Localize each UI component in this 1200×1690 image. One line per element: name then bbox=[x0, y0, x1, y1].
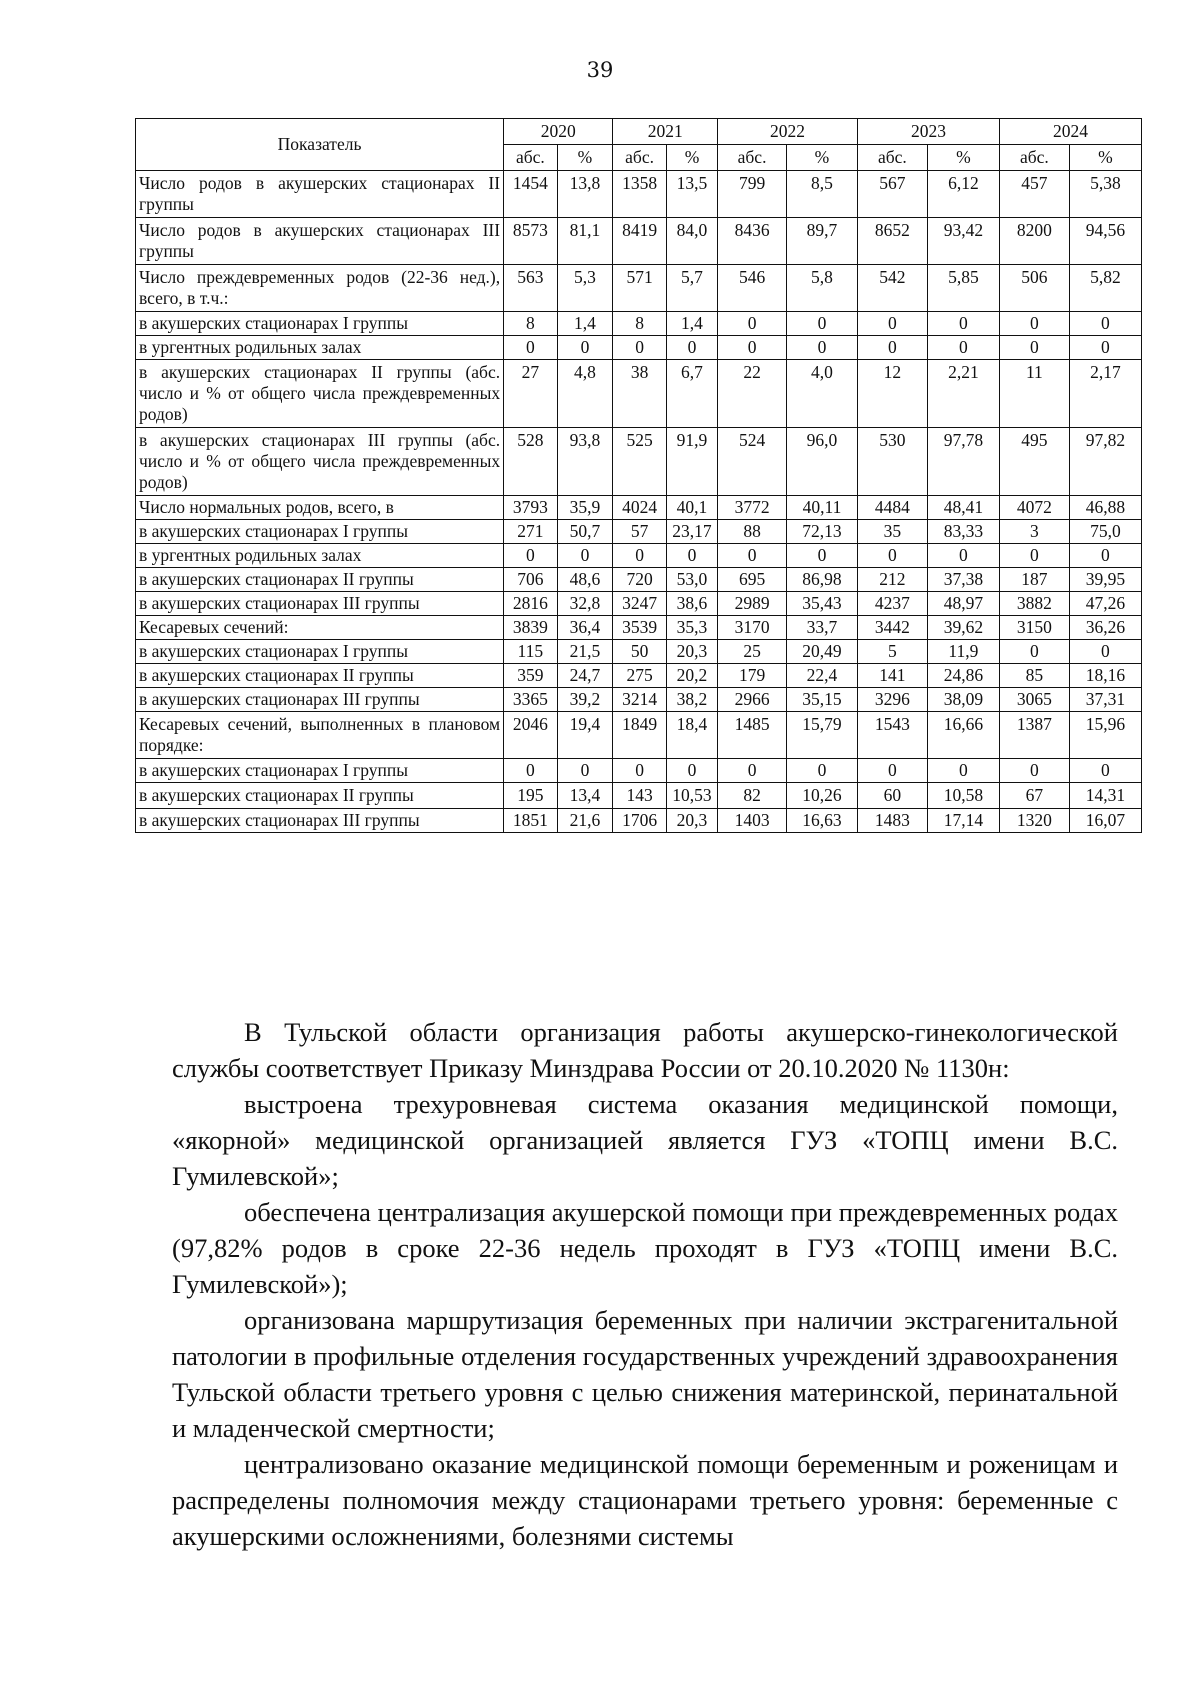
cell-pct: 5,85 bbox=[927, 265, 999, 312]
table-row bbox=[136, 688, 1142, 712]
cell-abs: 3 bbox=[999, 520, 1069, 544]
cell-pct: 6,12 bbox=[927, 171, 999, 218]
header-pct: % bbox=[557, 145, 613, 171]
cell-abs: 3296 bbox=[857, 688, 927, 712]
cell-pct: 93,42 bbox=[927, 218, 999, 265]
cell-abs: 1454 bbox=[504, 171, 558, 218]
header-abs: абс. bbox=[857, 145, 927, 171]
table-row bbox=[136, 171, 1142, 218]
row-label: в акушерских стационарах III группы bbox=[136, 592, 504, 616]
cell-pct: 18,16 bbox=[1069, 664, 1141, 688]
cell-abs: 0 bbox=[613, 759, 667, 783]
cell-abs: 11 bbox=[999, 360, 1069, 428]
cell-pct: 40,1 bbox=[666, 496, 717, 520]
cell-abs: 706 bbox=[504, 568, 558, 592]
cell-abs: 1483 bbox=[857, 809, 927, 833]
header-year: 2020 bbox=[504, 119, 613, 145]
cell-abs: 271 bbox=[504, 520, 558, 544]
cell-abs: 3539 bbox=[613, 616, 667, 640]
cell-abs: 4484 bbox=[857, 496, 927, 520]
cell-pct: 5,82 bbox=[1069, 265, 1141, 312]
cell-pct: 39,62 bbox=[927, 616, 999, 640]
cell-pct: 97,82 bbox=[1069, 428, 1141, 496]
cell-pct: 50,7 bbox=[557, 520, 613, 544]
cell-pct: 15,96 bbox=[1069, 712, 1141, 759]
cell-abs: 3365 bbox=[504, 688, 558, 712]
cell-abs: 0 bbox=[718, 312, 787, 336]
paragraph: выстроена трехуровневая система оказания медицинской помощи, «якорной» медицинской организацией является ГУЗ «ТОПЦ имени В.С. Гумилевской»; bbox=[172, 1089, 1118, 1191]
paragraph: обеспечена централизация акушерской помощи при преждевременных родах (97,82% родов в сроке 22-36 недель проходят в ГУЗ «ТОПЦ имени В.С. Гумилевской»); bbox=[172, 1197, 1118, 1299]
cell-abs: 1358 bbox=[613, 171, 667, 218]
cell-abs: 0 bbox=[504, 544, 558, 568]
cell-pct: 6,7 bbox=[666, 360, 717, 428]
cell-abs: 571 bbox=[613, 265, 667, 312]
cell-pct: 5,3 bbox=[557, 265, 613, 312]
cell-pct: 0 bbox=[1069, 312, 1141, 336]
row-label: в акушерских стационарах I группы bbox=[136, 759, 504, 783]
cell-abs: 3170 bbox=[718, 616, 787, 640]
row-label: в акушерских стационарах III группы bbox=[136, 809, 504, 833]
cell-pct: 93,8 bbox=[557, 428, 613, 496]
body-text bbox=[172, 1014, 1118, 1554]
cell-pct: 16,07 bbox=[1069, 809, 1141, 833]
cell-pct: 48,41 bbox=[927, 496, 999, 520]
cell-pct: 10,26 bbox=[786, 783, 857, 809]
cell-abs: 3793 bbox=[504, 496, 558, 520]
cell-abs: 457 bbox=[999, 171, 1069, 218]
cell-pct: 0 bbox=[927, 759, 999, 783]
cell-pct: 33,7 bbox=[786, 616, 857, 640]
cell-abs: 1387 bbox=[999, 712, 1069, 759]
header-year: 2021 bbox=[613, 119, 718, 145]
header-year: 2023 bbox=[857, 119, 999, 145]
table-row bbox=[136, 520, 1142, 544]
cell-abs: 720 bbox=[613, 568, 667, 592]
cell-abs: 4237 bbox=[857, 592, 927, 616]
cell-pct: 0 bbox=[1069, 544, 1141, 568]
cell-pct: 38,2 bbox=[666, 688, 717, 712]
cell-abs: 35 bbox=[857, 520, 927, 544]
cell-pct: 10,53 bbox=[666, 783, 717, 809]
cell-abs: 82 bbox=[718, 783, 787, 809]
cell-pct: 0 bbox=[666, 759, 717, 783]
cell-pct: 38,6 bbox=[666, 592, 717, 616]
row-label: в акушерских стационарах I группы bbox=[136, 640, 504, 664]
cell-abs: 525 bbox=[613, 428, 667, 496]
cell-abs: 3150 bbox=[999, 616, 1069, 640]
cell-pct: 0 bbox=[557, 759, 613, 783]
header-abs: абс. bbox=[504, 145, 558, 171]
paragraph: централизовано оказание медицинской помощи беременным и роженицам и распределены полномочия между стационарами третьего уровня: беременные с акушерскими осложнениями, болезнями системы bbox=[172, 1449, 1118, 1551]
table-row bbox=[136, 428, 1142, 496]
cell-pct: 8,5 bbox=[786, 171, 857, 218]
cell-abs: 1403 bbox=[718, 809, 787, 833]
cell-pct: 39,2 bbox=[557, 688, 613, 712]
row-label: Число нормальных родов, всего, в bbox=[136, 496, 504, 520]
cell-abs: 359 bbox=[504, 664, 558, 688]
cell-abs: 3839 bbox=[504, 616, 558, 640]
cell-abs: 1849 bbox=[613, 712, 667, 759]
cell-pct: 19,4 bbox=[557, 712, 613, 759]
row-label: в акушерских стационарах III группы bbox=[136, 688, 504, 712]
cell-pct: 83,33 bbox=[927, 520, 999, 544]
cell-abs: 0 bbox=[857, 544, 927, 568]
cell-abs: 2046 bbox=[504, 712, 558, 759]
cell-abs: 27 bbox=[504, 360, 558, 428]
cell-abs: 8436 bbox=[718, 218, 787, 265]
cell-abs: 0 bbox=[999, 759, 1069, 783]
row-label: в акушерских стационарах II группы bbox=[136, 568, 504, 592]
page-number: 39 bbox=[586, 58, 614, 82]
cell-pct: 72,13 bbox=[786, 520, 857, 544]
cell-abs: 3882 bbox=[999, 592, 1069, 616]
cell-pct: 20,3 bbox=[666, 640, 717, 664]
cell-pct: 0 bbox=[1069, 759, 1141, 783]
cell-abs: 506 bbox=[999, 265, 1069, 312]
table-row bbox=[136, 568, 1142, 592]
cell-pct: 20,49 bbox=[786, 640, 857, 664]
cell-pct: 96,0 bbox=[786, 428, 857, 496]
cell-pct: 24,86 bbox=[927, 664, 999, 688]
cell-pct: 13,4 bbox=[557, 783, 613, 809]
row-label: в акушерских стационарах II группы bbox=[136, 783, 504, 809]
table-row bbox=[136, 616, 1142, 640]
cell-abs: 0 bbox=[999, 640, 1069, 664]
cell-pct: 0 bbox=[786, 312, 857, 336]
cell-abs: 2989 bbox=[718, 592, 787, 616]
cell-abs: 141 bbox=[857, 664, 927, 688]
cell-abs: 115 bbox=[504, 640, 558, 664]
row-label: в акушерских стационарах II группы (абс. число и % от общего числа преждевременных родов) bbox=[136, 360, 504, 428]
cell-abs: 2966 bbox=[718, 688, 787, 712]
cell-pct: 13,5 bbox=[666, 171, 717, 218]
cell-pct: 35,9 bbox=[557, 496, 613, 520]
cell-pct: 5,7 bbox=[666, 265, 717, 312]
row-label: Число родов в акушерских стационарах II группы bbox=[136, 171, 504, 218]
cell-abs: 60 bbox=[857, 783, 927, 809]
cell-pct: 13,8 bbox=[557, 171, 613, 218]
cell-pct: 4,8 bbox=[557, 360, 613, 428]
cell-abs: 0 bbox=[718, 544, 787, 568]
table-row bbox=[136, 712, 1142, 759]
cell-abs: 695 bbox=[718, 568, 787, 592]
cell-abs: 88 bbox=[718, 520, 787, 544]
table-header bbox=[136, 119, 1142, 171]
cell-pct: 1,4 bbox=[666, 312, 717, 336]
cell-abs: 528 bbox=[504, 428, 558, 496]
cell-pct: 35,15 bbox=[786, 688, 857, 712]
table-row bbox=[136, 809, 1142, 833]
cell-abs: 0 bbox=[999, 336, 1069, 360]
cell-pct: 40,11 bbox=[786, 496, 857, 520]
cell-abs: 85 bbox=[999, 664, 1069, 688]
row-label: Кесаревых сечений: bbox=[136, 616, 504, 640]
cell-pct: 37,38 bbox=[927, 568, 999, 592]
cell-abs: 8652 bbox=[857, 218, 927, 265]
cell-abs: 546 bbox=[718, 265, 787, 312]
cell-abs: 143 bbox=[613, 783, 667, 809]
cell-pct: 4,0 bbox=[786, 360, 857, 428]
cell-pct: 86,98 bbox=[786, 568, 857, 592]
cell-pct: 21,5 bbox=[557, 640, 613, 664]
paragraph: организована маршрутизация беременных при наличии экстрагенитальной патологии в профильные отделения государственных учреждений здравоохранения Тульской области третьего уровня с целью снижения материнской, перинатальной и младенческой смертности; bbox=[172, 1305, 1118, 1443]
cell-pct: 97,78 bbox=[927, 428, 999, 496]
cell-pct: 48,6 bbox=[557, 568, 613, 592]
row-label: в ургентных родильных залах bbox=[136, 336, 504, 360]
cell-abs: 3214 bbox=[613, 688, 667, 712]
row-label: в акушерских стационарах I группы bbox=[136, 312, 504, 336]
cell-abs: 195 bbox=[504, 783, 558, 809]
cell-abs: 0 bbox=[613, 544, 667, 568]
cell-abs: 3442 bbox=[857, 616, 927, 640]
table-row bbox=[136, 759, 1142, 783]
cell-abs: 0 bbox=[613, 336, 667, 360]
cell-abs: 1543 bbox=[857, 712, 927, 759]
cell-pct: 2,21 bbox=[927, 360, 999, 428]
cell-pct: 24,7 bbox=[557, 664, 613, 688]
cell-pct: 16,63 bbox=[786, 809, 857, 833]
cell-abs: 50 bbox=[613, 640, 667, 664]
cell-abs: 495 bbox=[999, 428, 1069, 496]
cell-pct: 15,79 bbox=[786, 712, 857, 759]
cell-abs: 0 bbox=[504, 336, 558, 360]
cell-abs: 3065 bbox=[999, 688, 1069, 712]
row-label: Кесаревых сечений, выполненных в плановом порядке: bbox=[136, 712, 504, 759]
cell-pct: 94,56 bbox=[1069, 218, 1141, 265]
cell-pct: 20,2 bbox=[666, 664, 717, 688]
row-label: в акушерских стационарах II группы bbox=[136, 664, 504, 688]
cell-abs: 3772 bbox=[718, 496, 787, 520]
row-label: в акушерских стационарах I группы bbox=[136, 520, 504, 544]
cell-abs: 0 bbox=[857, 759, 927, 783]
header-abs: абс. bbox=[718, 145, 787, 171]
table-row bbox=[136, 265, 1142, 312]
cell-pct: 0 bbox=[666, 544, 717, 568]
cell-abs: 524 bbox=[718, 428, 787, 496]
cell-pct: 23,17 bbox=[666, 520, 717, 544]
cell-pct: 36,4 bbox=[557, 616, 613, 640]
cell-pct: 22,4 bbox=[786, 664, 857, 688]
cell-pct: 91,9 bbox=[666, 428, 717, 496]
cell-abs: 22 bbox=[718, 360, 787, 428]
cell-pct: 75,0 bbox=[1069, 520, 1141, 544]
cell-pct: 0 bbox=[786, 336, 857, 360]
cell-abs: 4024 bbox=[613, 496, 667, 520]
cell-abs: 542 bbox=[857, 265, 927, 312]
cell-abs: 38 bbox=[613, 360, 667, 428]
cell-abs: 0 bbox=[857, 312, 927, 336]
header-year: 2024 bbox=[999, 119, 1141, 145]
cell-abs: 563 bbox=[504, 265, 558, 312]
cell-abs: 1706 bbox=[613, 809, 667, 833]
cell-pct: 36,26 bbox=[1069, 616, 1141, 640]
cell-abs: 1851 bbox=[504, 809, 558, 833]
cell-abs: 8 bbox=[613, 312, 667, 336]
table-row bbox=[136, 496, 1142, 520]
cell-pct: 89,7 bbox=[786, 218, 857, 265]
cell-pct: 0 bbox=[666, 336, 717, 360]
cell-abs: 8200 bbox=[999, 218, 1069, 265]
cell-abs: 3247 bbox=[613, 592, 667, 616]
header-pct: % bbox=[1069, 145, 1141, 171]
cell-pct: 1,4 bbox=[557, 312, 613, 336]
cell-pct: 81,1 bbox=[557, 218, 613, 265]
cell-pct: 32,8 bbox=[557, 592, 613, 616]
table-row bbox=[136, 592, 1142, 616]
cell-abs: 67 bbox=[999, 783, 1069, 809]
header-pct: % bbox=[927, 145, 999, 171]
cell-pct: 37,31 bbox=[1069, 688, 1141, 712]
header-pct: % bbox=[666, 145, 717, 171]
header-abs: абс. bbox=[999, 145, 1069, 171]
cell-pct: 46,88 bbox=[1069, 496, 1141, 520]
row-label: Число преждевременных родов (22-36 нед.), всего, в т.ч.: bbox=[136, 265, 504, 312]
cell-pct: 35,3 bbox=[666, 616, 717, 640]
table-row bbox=[136, 544, 1142, 568]
cell-abs: 8419 bbox=[613, 218, 667, 265]
header-year: 2022 bbox=[718, 119, 858, 145]
cell-pct: 39,95 bbox=[1069, 568, 1141, 592]
header-indicator: Показатель bbox=[136, 119, 504, 171]
cell-abs: 187 bbox=[999, 568, 1069, 592]
cell-pct: 18,4 bbox=[666, 712, 717, 759]
cell-pct: 10,58 bbox=[927, 783, 999, 809]
cell-pct: 14,31 bbox=[1069, 783, 1141, 809]
table-row bbox=[136, 218, 1142, 265]
cell-pct: 0 bbox=[1069, 640, 1141, 664]
cell-abs: 212 bbox=[857, 568, 927, 592]
cell-pct: 0 bbox=[557, 544, 613, 568]
cell-abs: 275 bbox=[613, 664, 667, 688]
cell-pct: 47,26 bbox=[1069, 592, 1141, 616]
cell-abs: 799 bbox=[718, 171, 787, 218]
cell-abs: 0 bbox=[504, 759, 558, 783]
cell-pct: 0 bbox=[786, 759, 857, 783]
header-pct: % bbox=[786, 145, 857, 171]
cell-pct: 53,0 bbox=[666, 568, 717, 592]
cell-abs: 0 bbox=[999, 312, 1069, 336]
cell-pct: 17,14 bbox=[927, 809, 999, 833]
cell-pct: 2,17 bbox=[1069, 360, 1141, 428]
cell-abs: 57 bbox=[613, 520, 667, 544]
cell-pct: 84,0 bbox=[666, 218, 717, 265]
paragraph: В Тульской области организация работы акушерско-гинекологической службы соответствует Приказу Минздрава России от 20.10.2020 № 1130н: bbox=[172, 1017, 1118, 1083]
table-row bbox=[136, 783, 1142, 809]
cell-pct: 5,38 bbox=[1069, 171, 1141, 218]
cell-abs: 0 bbox=[718, 759, 787, 783]
table-row bbox=[136, 664, 1142, 688]
cell-pct: 0 bbox=[557, 336, 613, 360]
row-label: в акушерских стационарах III группы (абс. число и % от общего числа преждевременных родов) bbox=[136, 428, 504, 496]
row-label: в ургентных родильных залах bbox=[136, 544, 504, 568]
table-row bbox=[136, 336, 1142, 360]
cell-abs: 12 bbox=[857, 360, 927, 428]
table-row bbox=[136, 640, 1142, 664]
cell-pct: 20,3 bbox=[666, 809, 717, 833]
cell-pct: 0 bbox=[1069, 336, 1141, 360]
cell-pct: 21,6 bbox=[557, 809, 613, 833]
cell-pct: 5,8 bbox=[786, 265, 857, 312]
cell-pct: 11,9 bbox=[927, 640, 999, 664]
cell-pct: 0 bbox=[786, 544, 857, 568]
cell-abs: 4072 bbox=[999, 496, 1069, 520]
cell-abs: 567 bbox=[857, 171, 927, 218]
table-body bbox=[136, 171, 1142, 833]
cell-abs: 0 bbox=[999, 544, 1069, 568]
cell-abs: 1320 bbox=[999, 809, 1069, 833]
table-row bbox=[136, 360, 1142, 428]
cell-abs: 0 bbox=[718, 336, 787, 360]
cell-pct: 0 bbox=[927, 312, 999, 336]
cell-abs: 2816 bbox=[504, 592, 558, 616]
cell-abs: 8573 bbox=[504, 218, 558, 265]
cell-pct: 0 bbox=[927, 336, 999, 360]
table-row bbox=[136, 312, 1142, 336]
cell-abs: 25 bbox=[718, 640, 787, 664]
row-label: Число родов в акушерских стационарах III группы bbox=[136, 218, 504, 265]
cell-pct: 48,97 bbox=[927, 592, 999, 616]
cell-pct: 16,66 bbox=[927, 712, 999, 759]
cell-pct: 38,09 bbox=[927, 688, 999, 712]
obstetric-statistics-table bbox=[135, 118, 1142, 833]
cell-abs: 179 bbox=[718, 664, 787, 688]
cell-abs: 0 bbox=[857, 336, 927, 360]
cell-abs: 8 bbox=[504, 312, 558, 336]
header-abs: абс. bbox=[613, 145, 667, 171]
cell-pct: 0 bbox=[927, 544, 999, 568]
cell-abs: 530 bbox=[857, 428, 927, 496]
cell-abs: 1485 bbox=[718, 712, 787, 759]
cell-pct: 35,43 bbox=[786, 592, 857, 616]
cell-abs: 5 bbox=[857, 640, 927, 664]
